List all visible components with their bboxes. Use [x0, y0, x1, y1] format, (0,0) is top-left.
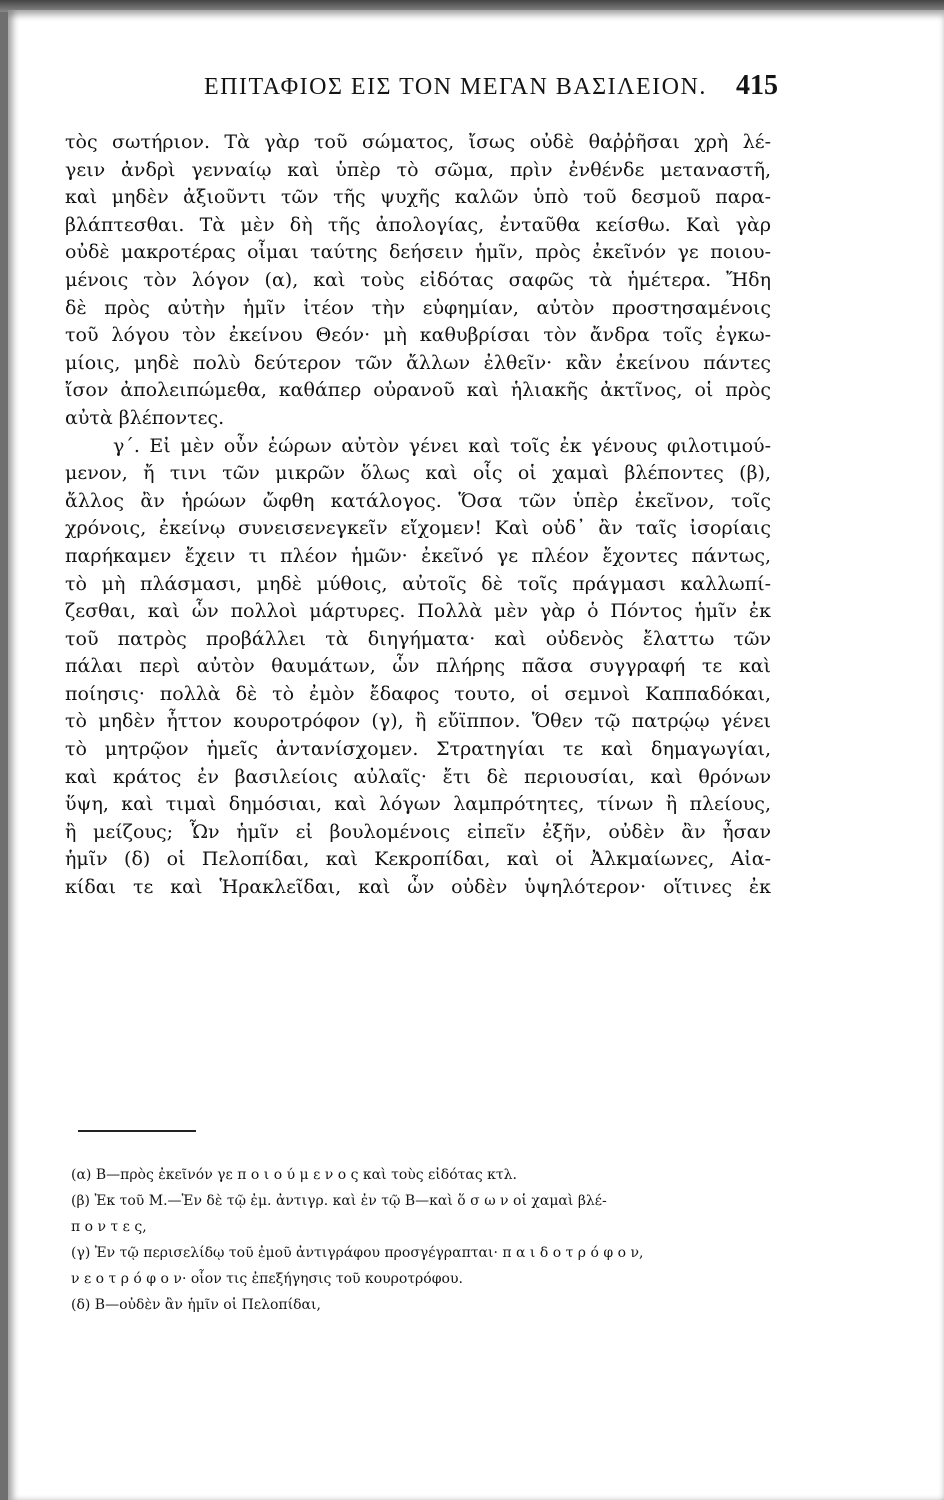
text-line: γειν ἀνδρὶ γενναίῳ καὶ ὑπὲρ τὸ σῶμα, πρὶν ἐνθένδε μεταναστῆ, [65, 158, 771, 181]
text-line: οὐδὲ μακροτέρας οἶμαι ταύτης δεήσειν ἡμῖν, πρὸς ἐκεῖνόν γε ποιου- [65, 241, 771, 264]
text-line: τὸ μὴ πλάσμασι, μηδὲ μύθοις, αὐτοῖς δὲ τοῖς πράγμασι καλλωπί- [65, 572, 771, 595]
text-line: τὸ μητρῷον ἡμεῖς ἀντανίσχομεν. Στρατηγίαι τε καὶ δημαγωγίαι, [65, 738, 771, 761]
text-line: πάλαι περὶ αὐτὸν θαυμάτων, ὧν πλήρης πᾶσα συγγραφή τε καὶ [65, 655, 771, 678]
footnote-divider [78, 1130, 196, 1132]
paragraph-end-line: αὐτὰ βλέποντες. [65, 406, 225, 429]
text-line: μενον, ἤ τινι τῶν μικρῶν ὅλως καὶ οἷς οἱ χαμαὶ βλέποντες (β), [65, 462, 771, 485]
footnote-gamma: (γ) Ἐν τῷ περισελίδῳ τοῦ ἐμοῦ ἀντιγράφου προσγέγραπται· π α ι δ ο τ ρ ό φ ο ν, [71, 1245, 644, 1261]
text-line: παρήκαμεν ἔχειν τι πλέον ἡμῶν· ἐκεῖνό γε πλέον ἔχοντες πάντως, [65, 544, 771, 567]
text-line: τὸς σωτήριον. Τὰ γὰρ τοῦ σώματος, ἴσως οὐδὲ θαῤῥῆσαι χρὴ λέ- [65, 131, 771, 153]
text-line: ὕψη, καὶ τιμαὶ δημόσιαι, καὶ λόγων λαμπρότητες, τίνων ἢ πλείους, [65, 793, 771, 816]
text-line: ποίησις· πολλὰ δὲ τὸ ἐμὸν ἔδαφος τουτο, οἱ σεμνοὶ Καππαδόκαι, [65, 682, 771, 705]
book-page [8, 10, 944, 1500]
text-line: τὸ μηδὲν ἧττον κουροτρόφον (γ), ἢ εὔϊππον. Ὅθεν τῷ πατρῴῳ γένει [65, 710, 771, 733]
footnote-beta-continued: π ο ν τ ε ς, [71, 1219, 147, 1235]
text-line: ἄλλος ἂν ἡρώων ὤφθη κατάλογος. Ὅσα τῶν ὑπὲρ ἐκεῖνον, τοῖς [65, 489, 771, 512]
text-line: χρόνοις, ἐκείνῳ συνεισενεγκεῖν εἴχομεν! Καὶ οὐδ᾽ ἂν ταῖς ἰσορίαις [65, 517, 771, 540]
running-title: ΕΠΙΤΑΦΙΟΣ ΕΙΣ ΤΟΝ ΜΕΓΑΝ ΒΑΣΙΛΕΙΟΝ. [204, 74, 707, 100]
text-line: ζεσθαι, καὶ ὧν πολλοὶ μάρτυρες. Πολλὰ μὲν γὰρ ὁ Πόντος ἡμῖν ἐκ [65, 600, 771, 623]
footnotes-block [71, 1162, 771, 1318]
footnote-alpha: (α) Β—πρὸς ἐκεῖνόν γε π ο ι ο ύ μ ε ν ο ς καὶ τοὺς εἰδότας κτλ. [71, 1167, 517, 1183]
page-number: 415 [736, 70, 778, 101]
paragraph-start-line: γ΄. Εἰ μὲν οὖν ἑώρων αὐτὸν γένει καὶ τοῖς ἐκ γένους φιλοτιμού- [113, 434, 771, 457]
text-line: τοῦ πατρὸς προβάλλει τὰ διηγήματα· καὶ οὐδενὸς ἔλαττω τῶν [65, 627, 771, 650]
text-line: βλάπτεσθαι. Τὰ μὲν δὴ τῆς ἀπολογίας, ἐνταῦθα κείσθω. Καὶ γὰρ [65, 213, 771, 236]
footnote-beta: (β) Ἐκ τοῦ Μ.—Ἐν δὲ τῷ ἐμ. ἀντιγρ. καὶ ἐν τῷ Β—καὶ ὅ σ ω ν οἱ χαμαὶ βλέ- [71, 1193, 607, 1209]
text-line: ἢ μείζους; Ὧν ἡμῖν εἰ βουλομένοις εἰπεῖν ἐξῆν, οὐδὲν ἂν ἦσαν [65, 820, 771, 843]
text-line: ἡμῖν (δ) οἱ Πελοπίδαι, καὶ Κεκροπίδαι, καὶ οἱ Ἀλκμαίωνες, Αἰα- [65, 848, 771, 871]
text-line: μίοις, μηδὲ πολὺ δεύτερον τῶν ἄλλων ἐλθεῖν· κἂν ἐκείνου πάντες [65, 351, 771, 374]
text-line: τοῦ λόγου τὸν ἐκείνου Θεόν· μὴ καθυβρίσαι τὸν ἄνδρα τοῖς ἐγκω- [65, 324, 771, 347]
footnote-gamma-continued: ν ε ο τ ρ ό φ ο ν· οἷον τις ἐπεξήγησις τοῦ κουροτρόφου. [71, 1271, 463, 1287]
text-line: ἴσον ἀπολειπώμεθα, καθάπερ οὐρανοῦ καὶ ἡλιακῆς ἀκτῖνος, οἱ πρὸς [65, 379, 771, 402]
footnote-delta: (δ) Β—οὐδὲν ἂν ἡμῖν οἱ Πελοπίδαι, [71, 1297, 321, 1313]
text-line: κίδαι τε καὶ Ἡρακλεῖδαι, καὶ ὧν οὐδὲν ὑψηλότερον· οἵτινες ἐκ [65, 876, 771, 899]
main-text-block [65, 129, 771, 902]
text-line: δὲ πρὸς αὐτὴν ἡμῖν ἰτέον τὴν εὐφημίαν, αὐτὸν προστησαμένοις [65, 296, 771, 319]
text-line: καὶ κράτος ἐν βασιλείοις αὐλαῖς· ἔτι δὲ περιουσίαι, καὶ θρόνων [65, 765, 771, 788]
text-line: μένοις τὸν λόγον (α), καὶ τοὺς εἰδότας σαφῶς τὰ ἡμέτερα. Ἤδη [65, 268, 771, 291]
text-line: καὶ μηδὲν ἀξιοῦντι τῶν τῆς ψυχῆς καλῶν ὑπὸ τοῦ δεσμοῦ παρα- [65, 186, 771, 209]
